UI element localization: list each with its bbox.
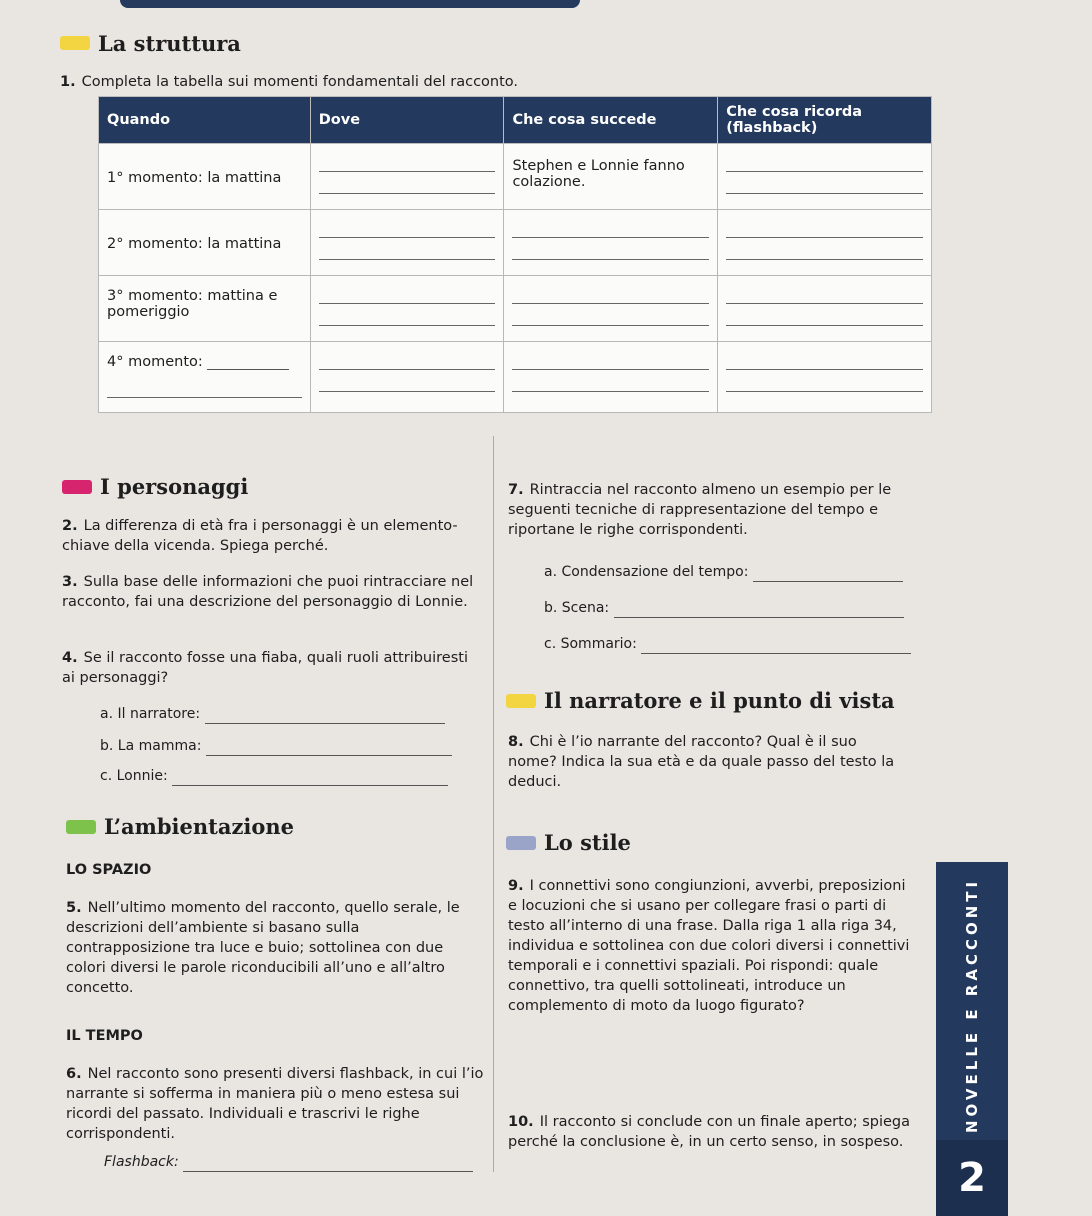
table-row — [99, 144, 932, 210]
q7-item-scena[interactable]: b. Scena: — [544, 598, 904, 618]
cell-ricorda[interactable] — [718, 210, 932, 276]
flashback-field[interactable]: Flashback: — [104, 1152, 473, 1172]
question-1: 1. Completa la tabella sui momenti fondamentali del racconto. — [60, 74, 519, 90]
table-row — [99, 210, 932, 276]
cell-quando: 3° momento: mattina e pomeriggio — [99, 276, 311, 342]
question-3: 3. Sulla base delle informazioni che puoi rintracciare nel racconto, fai una descrizione del personaggio di Lonnie. — [62, 574, 474, 610]
table-row — [99, 276, 932, 342]
column-divider — [493, 436, 494, 1172]
section-title-ambientazione: L’ambientazione — [104, 814, 295, 839]
cell-ricorda[interactable] — [718, 144, 932, 210]
section-marker — [60, 36, 90, 50]
section-marker — [66, 820, 96, 834]
question-6: 6. Nel racconto sono presenti diversi flashback, in cui l’io narrante si sofferma in maniera più o meno estesa sui ricordi del passato. Individuali e trascrivi le righe corrispondenti. — [66, 1066, 484, 1142]
question-9: 9. I connettivi sono congiunzioni, avverbi, preposizioni e locuzioni che si usano per collegare frasi o parti di testo all’interno di una frase. Dalla riga 1 alla riga 34, individua e sottolinea con due colori diversi i connettivi temporali e i connettivi spaziali. Poi rispondi: quale connettivo, tra quelli sottolineati, introduce un complemento di moto da luogo figurato? — [508, 878, 910, 1014]
q4-item-lonnie[interactable]: c. Lonnie: — [100, 766, 448, 786]
cell-dove[interactable] — [310, 342, 504, 413]
subheading-spazio: LO SPAZIO — [66, 862, 152, 878]
subheading-tempo: IL TEMPO — [66, 1028, 143, 1044]
cell-quando[interactable]: 4° momento: — [99, 342, 311, 413]
q4-item-mamma[interactable]: b. La mamma: — [100, 736, 452, 756]
section-title-struttura: La struttura — [98, 31, 241, 56]
cell-ricorda[interactable] — [718, 276, 932, 342]
table-row — [99, 342, 932, 413]
cell-succede: Stephen e Lonnie fanno colazione. — [504, 144, 718, 210]
top-bar — [120, 0, 580, 8]
section-marker — [62, 480, 92, 494]
section-title-stile: Lo stile — [544, 830, 631, 855]
cell-dove[interactable] — [310, 144, 504, 210]
question-2: 2. La differenza di età fra i personaggi è un elemento-chiave della vicenda. Spiega perché. — [62, 518, 458, 554]
question-10: 10. Il racconto si conclude con un finale aperto; spiega perché la conclusione è, in un certo senso, in sospeso. — [508, 1114, 910, 1150]
section-title-narratore: Il narratore e il punto di vista — [544, 688, 895, 713]
q7-item-condensazione[interactable]: a. Condensazione del tempo: — [544, 562, 903, 582]
q7-item-sommario[interactable]: c. Sommario: — [544, 634, 911, 654]
cell-succede[interactable] — [504, 342, 718, 413]
q4-item-narratore[interactable]: a. Il narratore: — [100, 704, 445, 724]
header-quando: Quando — [99, 97, 311, 144]
question-4: 4. Se il racconto fosse una fiaba, quali ruoli attribuiresti ai personaggi? — [62, 650, 468, 686]
header-ricorda: Che cosa ricorda (flashback) — [718, 97, 932, 144]
cell-ricorda[interactable] — [718, 342, 932, 413]
moments-table — [98, 96, 932, 413]
cell-dove[interactable] — [310, 210, 504, 276]
section-title-personaggi: I personaggi — [100, 474, 249, 499]
chapter-ribbon-label: NOVELLE E RACCONTI — [963, 877, 981, 1133]
cell-succede[interactable] — [504, 210, 718, 276]
question-7: 7. Rintraccia nel racconto almeno un esempio per le seguenti tecniche di rappresentazione del tempo e riportane le righe corrispondenti. — [508, 482, 892, 538]
cell-quando: 2° momento: la mattina — [99, 210, 311, 276]
chapter-number: 2 — [936, 1140, 1008, 1216]
header-succede: Che cosa succede — [504, 97, 718, 144]
question-5: 5. Nell’ultimo momento del racconto, quello serale, le descrizioni dell’ambiente si basano sulla contrapposizione tra luce e buio; sottolinea con due colori diversi le parole riconducibili all’uno e all’altro concetto. — [66, 900, 460, 996]
section-marker — [506, 694, 536, 708]
section-marker — [506, 836, 536, 850]
question-8: 8. Chi è l’io narrante del racconto? Qual è il suo nome? Indica la sua età e da quale passo del testo la deduci. — [508, 734, 895, 790]
cell-quando: 1° momento: la mattina — [99, 144, 311, 210]
header-dove: Dove — [310, 97, 504, 144]
cell-succede[interactable] — [504, 276, 718, 342]
cell-dove[interactable] — [310, 276, 504, 342]
